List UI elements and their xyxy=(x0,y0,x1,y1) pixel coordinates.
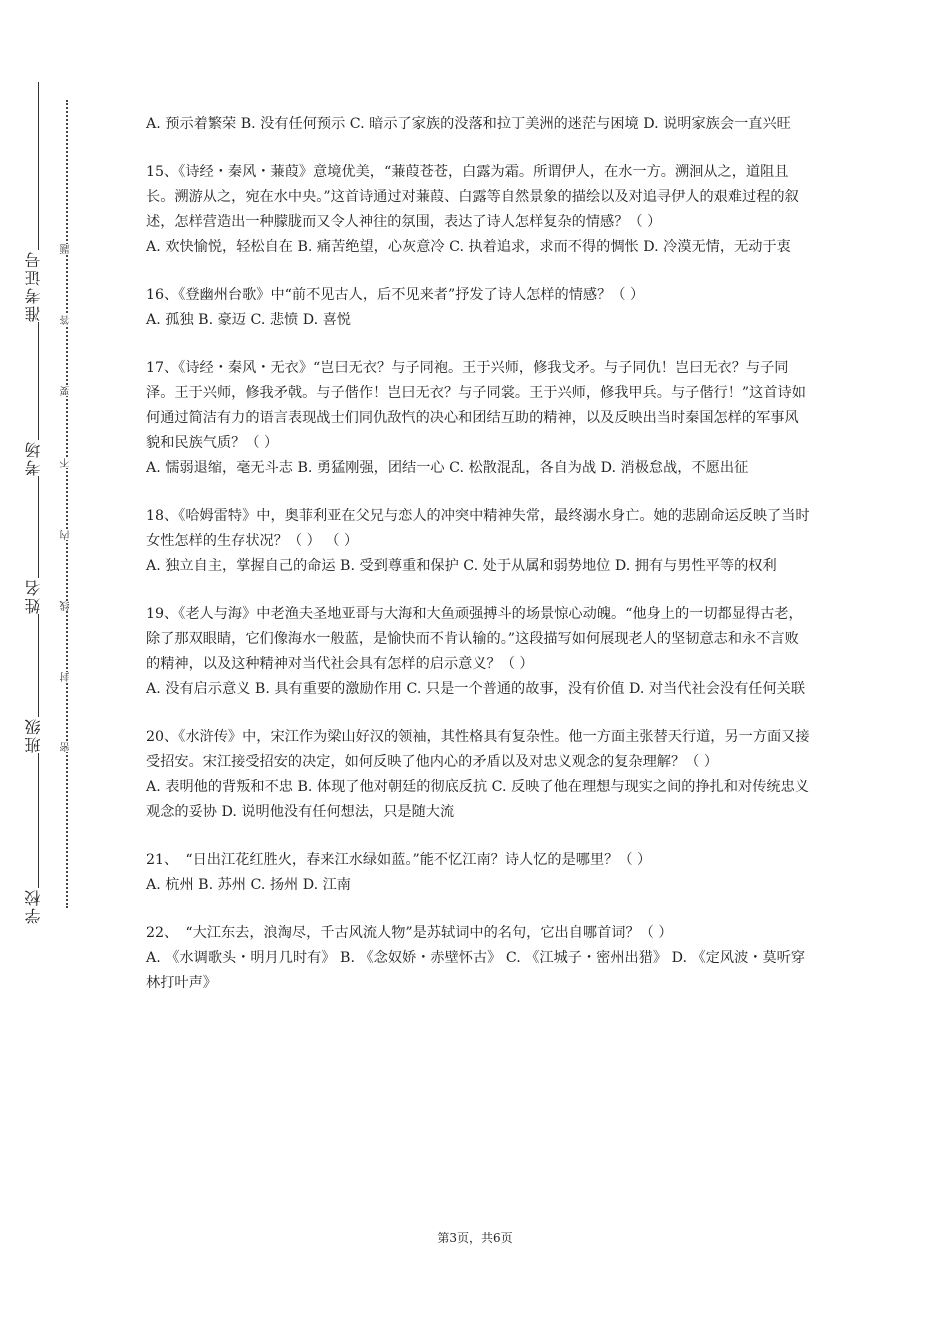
question-17 xyxy=(146,356,810,481)
seal-char: 封 xyxy=(59,672,75,682)
question-options: A. 预示着繁荣 B. 没有任何预示 C. 暗示了家族的没落和拉丁美洲的迷茫与困境 D. 说明家族会一直兴旺 xyxy=(146,116,791,132)
seal-char: 题 xyxy=(59,244,75,254)
question-22 xyxy=(146,921,810,996)
question-options: A. 表明他的背叛和不忠 B. 体现了他对朝廷的彻底反抗 C. 反映了他在理想与现实之间的挣扎和对传统忠义观念的妥协 D. 说明他没有任何想法，只是随大流 xyxy=(146,779,809,820)
question-stem: 19、《老人与海》中老渔夫圣地亚哥与大海和大鱼顽强搏斗的场景惊心动魄。“他身上的一切都显得古老，除了那双眼睛，它们像海水一般蓝，是愉快而不肯认输的。”这段描写如何展现老人的坚韧意志和永不言败的精神，以及这种精神对当代社会具有怎样的启示意义？（ ） xyxy=(146,606,803,672)
question-stem: 16、《登幽州台歌》中“前不见古人，后不见来者”抒发了诗人怎样的情感？（ ） xyxy=(146,287,645,303)
question-options: A. 懦弱退缩，毫无斗志 B. 勇猛刚强，团结一心 C. 松散混乱，各自为战 D. 消极怠战，不愿出征 xyxy=(146,460,749,476)
question-options: A. 欢快愉悦，轻松自在 B. 痛苦绝望，心灰意冷 C. 执着追求，求而不得的惆怅 D. 冷漠无情，无动于衷 xyxy=(146,239,791,255)
question-19 xyxy=(146,602,810,702)
question-options: A. 杭州 B. 苏州 C. 扬州 D. 江南 xyxy=(146,877,351,893)
question-options: A. 没有启示意义 B. 具有重要的激励作用 C. 只是一个普通的故事，没有价值 D. 对当代社会没有任何关联 xyxy=(146,681,806,697)
question-stem: 21、 “日出江花红胜火，春来江水绿如蓝。”能不忆江南？诗人忆的是哪里？（ ） xyxy=(146,852,652,868)
question-options: A. 《水调歌头・明月几时有》 B. 《念奴娇・赤壁怀古》 C. 《江城子・密州出猎》 D. 《定风波・莫听穿林打叶声》 xyxy=(146,950,806,991)
class-label: 班级 xyxy=(22,717,48,753)
page-number: 第3页，共6页 xyxy=(437,1231,513,1245)
question-14-continued xyxy=(146,112,810,137)
school-label: 学校 xyxy=(22,888,48,924)
seal-char: 内 xyxy=(59,530,75,540)
seal-dotted-line xyxy=(66,100,68,908)
seal-char: 线 xyxy=(59,601,75,611)
question-stem: 22、 “大江东去，浪淘尽，千古风流人物”是苏轼词中的名句，它出自哪首词？（ ） xyxy=(146,925,673,941)
question-stem: 20、《水浒传》中，宋江作为梁山好汉的领袖，其性格具有复杂性。他一方面主张替天行道，另一方面又接受招安。宋江接受招安的决定，如何反映了他内心的矛盾以及对忠义观念的复杂理解？（ ） xyxy=(146,729,810,770)
seal-char: 密 xyxy=(59,742,75,752)
seal-char: 不 xyxy=(59,458,75,468)
binding-line xyxy=(38,82,39,922)
name-label: 姓名 xyxy=(22,578,48,614)
question-16 xyxy=(146,283,810,333)
question-18 xyxy=(146,504,810,579)
question-stem: 17、《诗经・秦风・无衣》“岂曰无衣？与子同袍。王于兴师，修我戈矛。与子同仇！岂曰无衣？与子同泽。王于兴师，修我矛戟。与子偕作！岂曰无衣？与子同裳。王于兴师，修我甲兵。与子偕行！”这首诗如何通过简洁有力的语言表现战士们同仇敌忾的决心和团结互助的精神，以及反映出当时秦国怎样的军事风貌和民族气质？（ ） xyxy=(146,360,806,451)
question-15 xyxy=(146,160,810,260)
question-stem: 18、《哈姆雷特》中，奥菲利亚在父兄与恋人的冲突中精神失常，最终溺水身亡。她的悲剧命运反映了当时女性怎样的生存状况？（ ） （ ） xyxy=(146,508,810,549)
question-options: A. 独立自主，掌握自己的命运 B. 受到尊重和保护 C. 处于从属和弱势地位 D. 拥有与男性平等的权利 xyxy=(146,558,777,574)
question-stem: 15、《诗经・秦风・蒹葭》意境优美，“蒹葭苍苍，白露为霜。所谓伊人，在水一方。溯洄从之，道阻且长。溯游从之，宛在水中央。”这首诗通过对蒹葭、白露等自然景象的描绘以及对追寻伊人的艰难过程的叙述，怎样营造出一种朦胧而又令人神往的氛围，表达了诗人怎样复杂的情感？（ ） xyxy=(146,164,799,230)
question-options: A. 孤独 B. 豪迈 C. 悲愤 D. 喜悦 xyxy=(146,312,351,328)
exam-number-label: 准考证号 xyxy=(22,250,48,322)
seal-char: 要 xyxy=(59,386,75,396)
question-20 xyxy=(146,725,810,825)
seal-char: 答 xyxy=(59,315,75,325)
exam-room-label: 考场 xyxy=(22,440,48,476)
question-21 xyxy=(146,848,810,898)
question-list xyxy=(146,112,810,1019)
